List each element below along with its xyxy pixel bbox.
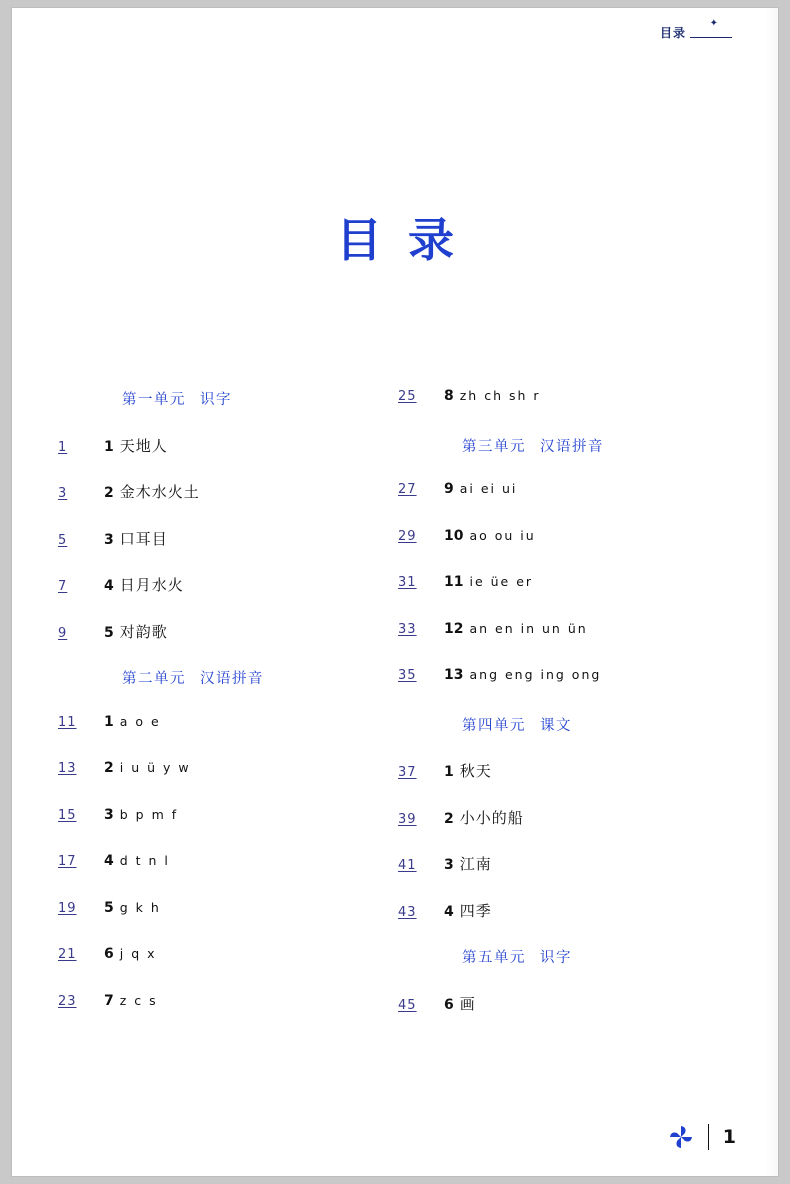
toc-page-number: 17 xyxy=(58,854,77,869)
toc-unit-label xyxy=(444,435,738,456)
toc-item-number: 6 xyxy=(444,996,454,1013)
toc-item-number: 7 xyxy=(104,992,114,1009)
toc-page-number: 45 xyxy=(398,997,417,1013)
toc-entry xyxy=(398,621,738,668)
star-icon: ✦ xyxy=(709,18,718,29)
toc-item-title: zh ch sh r xyxy=(459,388,541,403)
toc-item-number: 1 xyxy=(104,438,114,455)
toc-item-number: 12 xyxy=(444,620,464,637)
toc-unit-name: 第五单元 xyxy=(462,950,526,966)
toc-entry-label xyxy=(444,853,738,874)
toc-unit-name: 第四单元 xyxy=(462,717,526,734)
toc-item-title: an en in un ün xyxy=(469,620,588,636)
toc-entry-label xyxy=(444,388,738,404)
toc-entry-label xyxy=(444,481,738,497)
toc-page-number: 37 xyxy=(398,765,417,780)
toc-page-number: 27 xyxy=(398,482,417,497)
toc-entry xyxy=(398,993,738,1040)
toc-item-title: d t n l xyxy=(119,853,170,868)
toc-entry xyxy=(398,853,738,900)
toc-item-number: 4 xyxy=(444,903,454,920)
toc-item-title: 小小的船 xyxy=(459,808,524,827)
toc-entry-label xyxy=(444,621,738,637)
footer-divider xyxy=(708,1124,709,1150)
toc-unit-heading xyxy=(398,714,738,761)
toc-unit-subject: 识字 xyxy=(540,950,572,966)
toc-page-number: 43 xyxy=(398,904,417,920)
toc-item-number: 11 xyxy=(444,574,464,590)
toc-entry xyxy=(58,853,398,900)
toc-entry xyxy=(398,481,738,528)
toc-entry xyxy=(58,435,398,482)
toc-entry-label xyxy=(104,574,398,595)
toc-entry xyxy=(58,760,398,807)
toc-unit-subject: 识字 xyxy=(200,392,232,408)
toc-item-title: j q x xyxy=(119,946,157,961)
toc-page-number: 25 xyxy=(398,389,417,404)
toc-entry xyxy=(58,900,398,947)
toc-unit-label xyxy=(444,714,738,735)
toc-item-title: a o e xyxy=(119,713,161,729)
toc-entry-label xyxy=(444,574,738,590)
toc-page-number: 35 xyxy=(398,668,417,683)
toc-page-number: 5 xyxy=(58,532,68,548)
toc-page-number: 15 xyxy=(58,807,77,823)
toc-item-number: 13 xyxy=(444,667,464,683)
toc-page-number: 39 xyxy=(398,811,417,827)
toc-unit-heading xyxy=(58,388,398,435)
toc-page-number: 21 xyxy=(58,947,77,962)
toc-unit-label xyxy=(104,667,398,688)
toc-entry-label xyxy=(104,481,398,502)
toc-entry xyxy=(58,993,398,1040)
toc-unit-subject: 汉语拼音 xyxy=(540,438,604,455)
toc-item-title: 日月水火 xyxy=(119,576,184,594)
toc-entry-label xyxy=(104,435,398,456)
page-title: 目录 xyxy=(336,213,480,267)
toc-entry xyxy=(58,946,398,993)
page-footer xyxy=(668,1124,736,1150)
toc-entry-label xyxy=(444,900,738,921)
toc-entry-label xyxy=(444,807,738,828)
toc-item-title: 天地人 xyxy=(119,436,168,455)
toc-entry-label xyxy=(104,760,398,776)
toc-entry xyxy=(398,388,738,435)
toc-entry xyxy=(58,621,398,668)
toc-entry-label xyxy=(104,900,398,916)
toc-page-number: 33 xyxy=(398,621,417,637)
toc-item-number: 5 xyxy=(104,624,114,641)
toc-unit-subject: 课文 xyxy=(540,717,572,734)
toc-item-number: 5 xyxy=(104,899,114,916)
running-header xyxy=(659,18,732,41)
toc-item-number: 3 xyxy=(104,806,114,823)
toc-entry-label xyxy=(444,528,738,544)
running-header-label: 目录 xyxy=(659,26,686,40)
toc-entry-label xyxy=(104,946,398,962)
toc-item-title: 秋天 xyxy=(459,762,492,780)
toc-unit-label xyxy=(444,946,738,967)
toc-page-number: 23 xyxy=(58,993,77,1009)
toc-unit-subject: 汉语拼音 xyxy=(200,671,264,687)
toc-item-number: 2 xyxy=(104,485,114,501)
toc-item-number: 3 xyxy=(104,531,114,548)
toc-page-number: 31 xyxy=(398,575,417,590)
toc-unit-name: 第三单元 xyxy=(462,438,526,455)
toc-page-number: 29 xyxy=(398,528,417,544)
toc-item-number: 1 xyxy=(444,764,454,780)
toc-item-title: 口耳目 xyxy=(119,529,168,548)
toc-entry xyxy=(398,528,738,575)
toc-item-title: b p m f xyxy=(119,806,179,822)
toc-item-title: ang eng ing ong xyxy=(469,667,602,682)
toc-item-title: 对韵歌 xyxy=(119,622,168,641)
toc-entry xyxy=(58,714,398,761)
toc-item-number: 3 xyxy=(444,857,454,873)
toc-item-title: z c s xyxy=(119,992,158,1008)
toc-page-number: 41 xyxy=(398,858,417,873)
toc-page-number: 3 xyxy=(58,486,68,501)
toc-entry-label xyxy=(104,714,398,730)
toc-item-number: 2 xyxy=(104,760,114,776)
toc-entry xyxy=(58,807,398,854)
toc-entry-label xyxy=(104,853,398,869)
toc-item-title: 画 xyxy=(459,994,476,1013)
toc-entry-label xyxy=(444,760,738,781)
toc-item-title: 江南 xyxy=(459,855,492,873)
toc-entry xyxy=(58,574,398,621)
toc-item-number: 6 xyxy=(104,946,114,962)
toc-unit-heading xyxy=(398,435,738,482)
toc-unit-heading xyxy=(398,946,738,993)
toc-entry-label xyxy=(104,528,398,549)
toc-entry xyxy=(398,807,738,854)
toc-item-title: 四季 xyxy=(459,901,492,920)
toc-column-right xyxy=(398,388,738,1039)
toc-unit-heading xyxy=(58,667,398,714)
toc-item-title: ai ei ui xyxy=(459,481,518,496)
toc-item-title: ao ou iu xyxy=(469,527,536,543)
toc-entry xyxy=(398,667,738,714)
toc-item-number: 8 xyxy=(444,388,454,404)
toc-entry xyxy=(398,760,738,807)
toc-item-number: 1 xyxy=(104,713,114,730)
toc-page-number: 13 xyxy=(58,761,77,776)
toc-page-number: 11 xyxy=(58,714,77,730)
toc-page-number: 9 xyxy=(58,625,68,641)
toc-item-title: i u ü y w xyxy=(119,760,191,775)
toc-entry xyxy=(398,574,738,621)
header-rule xyxy=(690,37,732,38)
toc-item-title: 金木水火土 xyxy=(119,483,200,501)
toc-entry-label xyxy=(444,993,738,1014)
toc-item-number: 2 xyxy=(444,810,454,827)
toc-item-number: 4 xyxy=(104,853,114,869)
toc-unit-name: 第二单元 xyxy=(122,671,186,687)
toc-column-left xyxy=(58,388,398,1039)
toc-entry-label xyxy=(104,621,398,642)
toc-entry-label xyxy=(104,807,398,823)
toc-page-number: 1 xyxy=(58,439,68,455)
windmill-icon xyxy=(668,1124,694,1150)
toc-page-number: 19 xyxy=(58,900,77,916)
toc-entry-label xyxy=(104,993,398,1009)
document-page xyxy=(12,8,778,1176)
toc-entry xyxy=(58,481,398,528)
toc-item-number: 9 xyxy=(444,481,454,497)
toc-entry-label xyxy=(444,667,738,683)
page-number: 1 xyxy=(722,1126,736,1148)
table-of-contents xyxy=(58,388,738,1039)
toc-item-number: 4 xyxy=(104,578,114,594)
toc-entry xyxy=(58,528,398,575)
toc-item-number: 10 xyxy=(444,527,464,544)
toc-unit-label xyxy=(104,388,398,409)
toc-item-title: g k h xyxy=(119,899,161,915)
toc-entry xyxy=(398,900,738,947)
toc-page-number: 7 xyxy=(58,579,68,594)
toc-unit-name: 第一单元 xyxy=(122,392,186,408)
toc-item-title: ie üe er xyxy=(469,574,534,589)
